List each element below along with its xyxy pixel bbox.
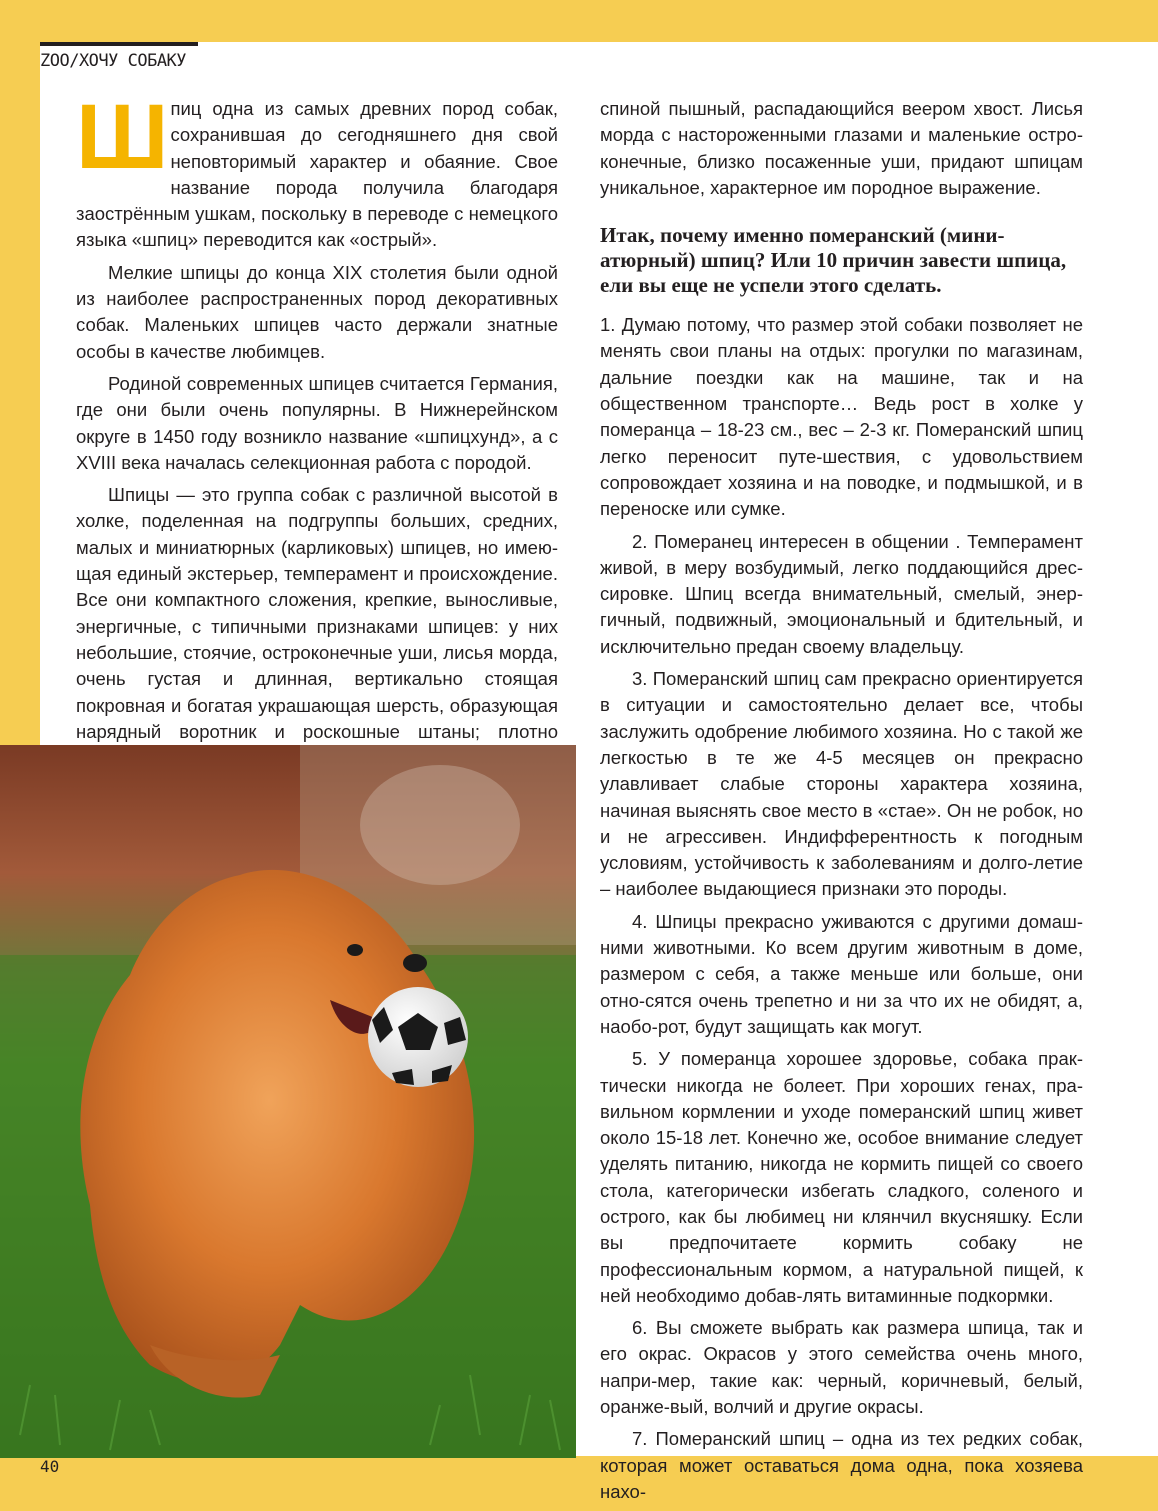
drop-cap: Ш [76, 86, 165, 188]
reason-5: 5. У померанца хорошее здоровье, собака прак-тически никогда не болеет. При хороших генах, пра-вильном кормлении и уходе померанский шпиц живет около 15-18 лет. Конечно же, особое внимание следует уделять питанию, никогда не кормить пищей со своего стола, категорически избегать сладкого, соленого и острого, как бы любимец ни клянчил вкусняшку. Если вы предпочитаете кормить собаку не профессиональным кормом, а натуральной пищей, к ней необходимо добав-лять витаминные подкормки. [600, 1048, 1083, 1306]
page-number: 40 [40, 1457, 60, 1476]
reason-2: 2. Померанец интересен в общении . Темперамент живой, в меру возбудимый, легко поддающийся дрес-сировке. Шпиц всегда внимательный, смелый, энер-гичный, подвижный, эмоциональный и бдительный, и исключительно предан своему владельцу. [600, 530, 1083, 657]
left-column [76, 86, 558, 777]
paragraph: Родиной современных шпицев считается Германия, где они были очень популярны. В Нижнерейнском округе в 1450 году возникло название «шпицхунд», а с XVIII века началась селекционная работа с породой. [76, 372, 558, 473]
section-header: ZOO/ХОЧУ СОБАКУ [40, 42, 198, 72]
paragraph: Шпицы — это группа собак с различной высотой в холке, поделенная на подгруппы больших, средних, малых и миниатюрных (карликовых) шпицев, но имею-щая единый экстерьер, темперамент и происхождение. Все они компактного сложения, крепкие, выносливые, энергичные, с типичными признаками шпицев: у них небольшие, стоячие, остроконечные уши, лисья морда, очень густая и длинная, вертикально стоящая покровная и богатая украшающая шерсть, образующая нарядный воротник и роскошные штаны; плотно [76, 484, 558, 742]
reason-6: 6. Вы сможете выбрать как размера шпица, так и его окрас. Окрасов у этого семейства очень много, напри-мер, такие как: черный, коричневый, белый, оранже-вый, волчий и другие окрасы. [600, 1317, 1083, 1418]
reason-4: 4. Шпицы прекрасно уживаются с другими домаш-ними животными. Ко всем другим животным в доме, размером с себя, а также меньше или больше, они отно-сятся очень трепетно и ни за что их не обидят, а, наобо-рот, будут защищать как могут. [600, 910, 1083, 1037]
pomeranian-photo [0, 745, 576, 1458]
reason-3: 3. Померанский шпиц сам прекрасно ориентируется в ситуации и самостоятельно делает все, чтобы заслужить одобрение любимого хозяина. Но с такой же легкостью в те же 4-5 месяцев он прекрасно улавливает слабые стороны характера хозяина, начиная выяснять свое место в «стае». Он не робок, но и не агрессивен. Индифферентность к погодным условиям, устойчивость к заболеваниям и долго-летие – наиболее выдающиеся признаки это породы. [600, 668, 1083, 900]
reason-7: 7. Померанский шпиц – одна из тех редких собак, которая может оставаться дома одна, пока хозяева нахо- [600, 1428, 1083, 1502]
paragraph: Мелкие шпицы до конца XIX столетия были одной из наиболее распространенных пород декоративных собак. Маленьких шпицев часто держали знатные особы в качестве любимцев. [76, 261, 558, 362]
intro-paragraph: Шпиц одна из самых древних пород собак, сохранившая до сегодняшнего дня свой неповторимый характер и обаяние. Свое название порода получила благодаря заострённым ушкам, поскольку в переводе с немецкого языка «шпиц» переводится как «острый». [76, 86, 558, 251]
paragraph: спиной пышный, распадающийся веером хвост. Лисья морда с настороженными глазами и маленькие остро-конечные, близко посаженные уши, придают шпицам уникальное, характерное им породное выражение. [600, 98, 1083, 198]
right-column [600, 96, 1083, 1511]
subheading: Итак, почему именно померанский (мини-атюрный) шпиц? Или 10 причин завести шпица, ели вы еще не успели этого сделать. [600, 223, 1067, 298]
reason-1: 1. Думаю потому, что размер этой собаки позволяет не менять свои планы на отдых: прогулки по магазинам, дальние поездки как на машине, так и на общественном транспорте… Ведь рост в холке у померанца – 18-23 см., вес – 2-3 кг. Померанский шпиц легко переносит путе-шествия, с удовольствием сопровождает хозяина и на поводке, и подмышкой, и в переноске или сумке. [600, 314, 1083, 520]
